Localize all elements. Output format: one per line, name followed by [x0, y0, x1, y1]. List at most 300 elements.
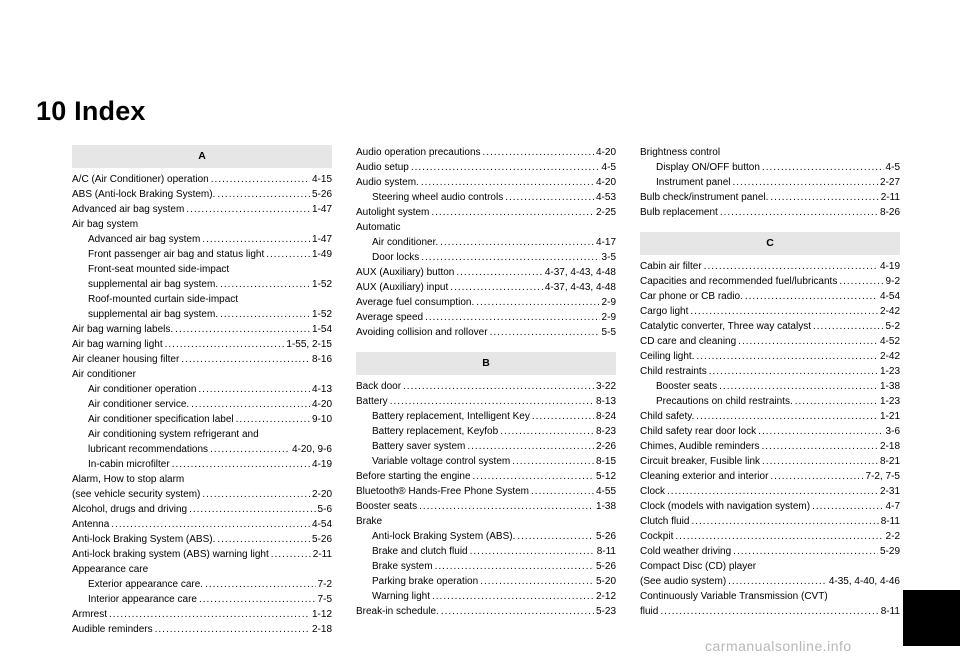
- dot-leader: [111, 517, 310, 532]
- index-entry-page: 2-12: [595, 591, 616, 602]
- dot-leader: [733, 175, 878, 190]
- index-entry-page: 8-21: [879, 456, 900, 467]
- index-heading: Continuously Variable Transmission (CVT): [640, 591, 828, 602]
- dot-leader: [217, 532, 310, 547]
- dot-leader: [175, 322, 310, 337]
- dot-leader: [441, 604, 594, 619]
- index-entry-page: 4-19: [311, 459, 332, 470]
- dot-leader: [512, 454, 594, 469]
- index-entry: [356, 529, 616, 544]
- index-entry: [72, 382, 332, 397]
- dot-leader: [435, 559, 594, 574]
- index-entry: [640, 205, 900, 220]
- index-entry: [640, 499, 900, 514]
- dot-leader: [483, 145, 594, 160]
- index-entry: [356, 544, 616, 559]
- index-entry: [356, 604, 616, 619]
- index-entry: [356, 190, 616, 205]
- index-entry-term: lubricant recommendations: [88, 444, 209, 455]
- index-entry-page: 8-11: [880, 606, 900, 617]
- index-entry: [356, 145, 616, 160]
- index-heading: Alarm, How to stop alarm: [72, 474, 185, 485]
- dot-leader: [762, 454, 878, 469]
- index-entry-page: 2-18: [311, 624, 332, 635]
- letter-heading: B: [356, 352, 616, 375]
- index-entry: [640, 349, 900, 364]
- index-entry-page: 1-47: [311, 234, 332, 245]
- index-entry-page: 5-29: [879, 546, 900, 557]
- dot-leader: [189, 502, 315, 517]
- index-entry: [640, 454, 900, 469]
- index-entry-page: 5-26: [595, 531, 616, 542]
- index-entry: [72, 547, 332, 562]
- index-entry: [72, 517, 332, 532]
- index-entry-page: 2-42: [879, 351, 900, 362]
- dot-leader: [839, 274, 883, 289]
- dot-leader: [220, 307, 310, 322]
- index-column-2: [356, 145, 616, 619]
- dot-leader: [733, 544, 878, 559]
- index-entry-page: 1-52: [311, 309, 332, 320]
- index-entry: [640, 514, 900, 529]
- dot-leader: [431, 205, 594, 220]
- dot-leader: [762, 439, 878, 454]
- dot-leader: [271, 547, 311, 562]
- dot-leader: [500, 424, 594, 439]
- index-entry: [72, 322, 332, 337]
- page-title: 10 Index: [36, 96, 146, 126]
- index-entry: [72, 607, 332, 622]
- dot-leader: [236, 412, 310, 427]
- index-entry: [356, 310, 616, 325]
- index-heading: Appearance care: [72, 564, 149, 575]
- index-entry: [72, 232, 332, 247]
- dot-leader: [411, 160, 600, 175]
- index-entry-page: 1-23: [879, 396, 900, 407]
- index-heading: Air bag system: [72, 219, 139, 230]
- index-entry-term: Cockpit: [640, 531, 674, 542]
- dot-leader: [473, 469, 594, 484]
- dot-leader: [202, 232, 310, 247]
- dot-leader: [165, 337, 285, 352]
- index-entry-page: 3-6: [885, 426, 900, 437]
- index-entry: [72, 172, 332, 187]
- index-entry-term: Armrest: [72, 609, 107, 620]
- dot-leader: [467, 439, 594, 454]
- index-entry: [356, 175, 616, 190]
- dot-leader: [425, 310, 599, 325]
- index-entry-term: Door locks: [372, 252, 420, 263]
- index-entry: [640, 379, 900, 394]
- index-entry: [72, 412, 332, 427]
- index-entry: [640, 529, 900, 544]
- index-entry: [356, 559, 616, 574]
- index-entry-term: Advanced air bag system: [88, 234, 201, 245]
- index-entry-term: Audio system.: [356, 177, 419, 188]
- dot-leader: [690, 304, 878, 319]
- dot-leader: [812, 499, 883, 514]
- index-entry: [72, 397, 332, 412]
- index-entry-page: 5-20: [595, 576, 616, 587]
- index-entry: [72, 307, 332, 322]
- index-heading: Compact Disc (CD) player: [640, 561, 757, 572]
- dot-leader: [532, 409, 594, 424]
- index-entry-term: Clutch fluid: [640, 516, 690, 527]
- index-entry: [640, 274, 900, 289]
- index-entry-term: Brake and clutch fluid: [372, 546, 468, 557]
- index-entry-page: 8-13: [595, 396, 616, 407]
- index-entry-term: fluid: [640, 606, 659, 617]
- dot-leader: [770, 469, 863, 484]
- letter-heading: A: [72, 145, 332, 168]
- index-column-3: [640, 145, 900, 619]
- index-entry: [356, 250, 616, 265]
- dot-leader: [505, 190, 594, 205]
- dot-leader: [738, 334, 878, 349]
- dot-leader: [191, 397, 310, 412]
- index-entry: [72, 457, 332, 472]
- index-entry: [72, 202, 332, 217]
- index-entry: [72, 247, 332, 262]
- dot-leader: [476, 295, 599, 310]
- index-entry-page: 3-5: [601, 252, 616, 263]
- index-entry-term: Precautions on child restraints.: [656, 396, 793, 407]
- dot-leader: [403, 379, 594, 394]
- index-entry-term: Variable voltage control system: [372, 456, 511, 467]
- index-entry-page: 4-54: [879, 291, 900, 302]
- index-entry: [356, 439, 616, 454]
- index-entry-term: Avoiding collision and rollover: [356, 327, 488, 338]
- index-entry-page: 4-5: [885, 162, 900, 173]
- dot-leader: [728, 574, 827, 589]
- index-entry-term: Autolight system: [356, 207, 430, 218]
- index-entry-term: Back door: [356, 381, 402, 392]
- index-entry: [356, 484, 616, 499]
- index-entry: [640, 394, 900, 409]
- dot-leader: [155, 622, 310, 637]
- index-entry-page: 1-38: [595, 501, 616, 512]
- dot-leader: [419, 499, 594, 514]
- dot-leader: [202, 487, 310, 502]
- index-entry: [72, 592, 332, 607]
- dot-leader: [205, 577, 315, 592]
- index-entry-page: 2-2: [885, 531, 900, 542]
- dot-leader: [266, 247, 310, 262]
- dot-leader: [421, 175, 594, 190]
- index-entry-term: Average fuel consumption.: [356, 297, 475, 308]
- index-entry-page: 3-22: [595, 381, 616, 392]
- index-entry: [640, 319, 900, 334]
- index-entry-page: 9-2: [885, 276, 900, 287]
- index-entry-term: Antenna: [72, 519, 110, 530]
- index-entry: [640, 574, 900, 589]
- index-entry-page: 8-16: [311, 354, 332, 365]
- index-entry-page: 8-24: [595, 411, 616, 422]
- index-entry-term: Display ON/OFF button: [656, 162, 760, 173]
- index-entry-term: Booster seats: [356, 501, 418, 512]
- index-entry: [640, 289, 900, 304]
- index-entry: [640, 604, 900, 619]
- dot-leader: [720, 205, 878, 220]
- index-entry-term: Cargo light: [640, 306, 689, 317]
- index-heading: Brake: [356, 516, 383, 527]
- index-entry: [72, 187, 332, 202]
- index-entry-term: (See audio system): [640, 576, 727, 587]
- dot-leader: [704, 259, 878, 274]
- index-entry-page: 2-18: [879, 441, 900, 452]
- index-entry-page: 4-20: [595, 147, 616, 158]
- index-entry-page: 4-37, 4-43, 4-48: [544, 267, 616, 278]
- index-entry-page: 4-7: [885, 501, 900, 512]
- index-entry-term: Parking brake operation: [372, 576, 479, 587]
- index-entry-page: 4-17: [595, 237, 616, 248]
- index-entry-page: 2-20: [311, 489, 332, 500]
- index-entry: [640, 190, 900, 205]
- index-entry: [640, 409, 900, 424]
- index-entry-term: Average speed: [356, 312, 424, 323]
- index-heading: Front-seat mounted side-impact: [88, 264, 230, 275]
- index-entry: [356, 394, 616, 409]
- index-entry-term: Cold weather driving: [640, 546, 732, 557]
- index-entry-page: 5-23: [595, 606, 616, 617]
- index-entry-term: Car phone or CB radio.: [640, 291, 743, 302]
- dot-leader: [390, 394, 594, 409]
- index-entry-page: 4-20: [595, 177, 616, 188]
- index-entry-term: Air bag warning labels.: [72, 324, 174, 335]
- dot-leader: [456, 265, 542, 280]
- index-entry-term: Air bag warning light: [72, 339, 163, 350]
- index-entry-page: 4-35, 4-40, 4-46: [828, 576, 900, 587]
- dot-leader: [210, 442, 290, 457]
- index-entry-page: 4-5: [601, 162, 616, 173]
- dot-leader: [667, 484, 878, 499]
- index-entry: [72, 532, 332, 547]
- dot-leader: [758, 424, 883, 439]
- index-entry-page: 1-23: [879, 366, 900, 377]
- dot-leader: [186, 202, 310, 217]
- index-entry-page: 2-42: [879, 306, 900, 317]
- index-entry: [72, 487, 332, 502]
- index-entry-term: Cleaning exterior and interior: [640, 471, 769, 482]
- index-entry-term: AUX (Auxiliary) button: [356, 267, 455, 278]
- index-entry-term: Cabin air filter: [640, 261, 702, 272]
- index-entry-page: 1-12: [311, 609, 332, 620]
- index-entry-term: (see vehicle security system): [72, 489, 201, 500]
- index-entry-term: Catalytic converter, Three way catalyst: [640, 321, 811, 332]
- index-entry-term: Bluetooth® Hands-Free Phone System: [356, 486, 530, 497]
- index-heading: Air conditioner: [72, 369, 136, 380]
- index-entry-page: 5-26: [311, 189, 332, 200]
- index-entry-page: 2-27: [879, 177, 900, 188]
- index-entry-page: 5-12: [595, 471, 616, 482]
- dot-leader: [199, 592, 316, 607]
- index-entry: [356, 379, 616, 394]
- index-entry: [640, 439, 900, 454]
- index-entry: [356, 589, 616, 604]
- index-entry-term: Battery: [356, 396, 388, 407]
- index-entry-term: Child safety.: [640, 411, 695, 422]
- index-entry: [356, 424, 616, 439]
- index-entry-page: 4-15: [311, 174, 332, 185]
- index-entry-page: 2-11: [880, 192, 900, 203]
- index-entry-page: 4-20, 9-6: [291, 444, 332, 455]
- index-entry-term: Clock (models with navigation system): [640, 501, 811, 512]
- index-entry-page: 4-13: [311, 384, 332, 395]
- dot-leader: [770, 190, 878, 205]
- index-entry-page: 8-26: [879, 207, 900, 218]
- index-entry: [72, 352, 332, 367]
- dot-leader: [719, 379, 878, 394]
- index-entry-page: 7-2, 7-5: [865, 471, 900, 482]
- index-entry-term: Ceiling light.: [640, 351, 695, 362]
- index-column-1: [72, 145, 332, 637]
- dot-leader: [432, 589, 594, 604]
- dot-leader: [220, 277, 310, 292]
- dot-leader: [421, 250, 599, 265]
- index-entry-page: 5-26: [311, 534, 332, 545]
- index-entry: [640, 544, 900, 559]
- index-entry-term: AUX (Auxiliary) input: [356, 282, 449, 293]
- index-entry-page: 8-11: [596, 546, 616, 557]
- dot-leader: [480, 574, 594, 589]
- index-entry: [640, 364, 900, 379]
- dot-leader: [696, 409, 878, 424]
- dot-leader: [675, 529, 883, 544]
- index-entry-page: 5-2: [885, 321, 900, 332]
- index-entry-page: 4-37, 4-43, 4-48: [544, 282, 616, 293]
- index-entry: [640, 175, 900, 190]
- index-entry-page: 8-11: [880, 516, 900, 527]
- index-entry: [356, 295, 616, 310]
- index-entry-page: 1-52: [311, 279, 332, 290]
- dot-leader: [696, 349, 878, 364]
- index-entry-term: Before starting the engine: [356, 471, 471, 482]
- index-entry: [356, 280, 616, 295]
- index-entry-page: 2-11: [312, 549, 332, 560]
- index-entry-term: In-cabin microfilter: [88, 459, 170, 470]
- index-entry-term: Circuit breaker, Fusible link: [640, 456, 761, 467]
- dot-leader: [181, 352, 310, 367]
- dot-leader: [172, 457, 310, 472]
- index-entry-term: Alcohol, drugs and driving: [72, 504, 188, 515]
- index-entry-page: 1-54: [311, 324, 332, 335]
- dot-leader: [470, 544, 595, 559]
- index-entry-term: Clock: [640, 486, 666, 497]
- index-entry-term: A/C (Air Conditioner) operation: [72, 174, 209, 185]
- index-heading: Automatic: [356, 222, 401, 233]
- index-entry: [356, 409, 616, 424]
- index-entry-term: Battery replacement, Intelligent Key: [372, 411, 530, 422]
- letter-heading: C: [640, 232, 900, 255]
- index-entry: [356, 454, 616, 469]
- index-entry-term: Audio setup: [356, 162, 409, 173]
- dot-leader: [211, 172, 310, 187]
- index-entry-page: 1-38: [879, 381, 900, 392]
- index-entry-term: Air conditioner.: [372, 237, 439, 248]
- index-entry-page: 5-6: [317, 504, 332, 515]
- index-entry-page: 7-5: [317, 594, 332, 605]
- index-entry-page: 1-47: [311, 204, 332, 215]
- index-entry-term: Audio operation precautions: [356, 147, 481, 158]
- dot-leader: [762, 160, 884, 175]
- index-entry-term: Instrument panel: [656, 177, 731, 188]
- index-entry: [640, 304, 900, 319]
- dot-leader: [198, 382, 310, 397]
- index-entry-page: 2-9: [601, 297, 616, 308]
- dot-leader: [813, 319, 884, 334]
- index-entry-term: Air conditioner service.: [88, 399, 190, 410]
- index-entry: [72, 277, 332, 292]
- index-entry-term: Battery saver system: [372, 441, 466, 452]
- index-entry: [72, 442, 332, 457]
- dot-leader: [691, 514, 878, 529]
- index-entry-term: Exterior appearance care.: [88, 579, 204, 590]
- index-entry: [356, 205, 616, 220]
- index-entry-page: 4-54: [311, 519, 332, 530]
- index-entry-term: CD care and cleaning: [640, 336, 737, 347]
- index-entry-page: 8-15: [595, 456, 616, 467]
- index-entry: [356, 160, 616, 175]
- index-entry: [640, 469, 900, 484]
- index-entry: [356, 235, 616, 250]
- index-entry-term: supplemental air bag system.: [88, 309, 219, 320]
- index-entry: [640, 484, 900, 499]
- index-entry-term: Capacities and recommended fuel/lubricants: [640, 276, 838, 287]
- index-entry-page: 2-26: [595, 441, 616, 452]
- index-entry-term: Bulb check/instrument panel.: [640, 192, 769, 203]
- dot-leader: [440, 235, 594, 250]
- index-entry-term: Anti-lock Braking System (ABS).: [372, 531, 516, 542]
- index-entry-page: 4-20: [311, 399, 332, 410]
- index-entry-page: 4-19: [879, 261, 900, 272]
- dot-leader: [450, 280, 543, 295]
- index-entry-term: Advanced air bag system: [72, 204, 185, 215]
- index-entry: [640, 424, 900, 439]
- dot-leader: [109, 607, 310, 622]
- index-entry-page: 2-9: [601, 312, 616, 323]
- index-entry-page: 8-23: [595, 426, 616, 437]
- index-entry-term: Audible reminders: [72, 624, 153, 635]
- dot-leader: [531, 484, 594, 499]
- index-entry-page: 7-2: [317, 579, 332, 590]
- index-entry-page: 1-21: [879, 411, 900, 422]
- index-heading: Air conditioning system refrigerant and: [88, 429, 259, 440]
- index-entry-term: Interior appearance care: [88, 594, 197, 605]
- index-entry-term: Air conditioner specification label: [88, 414, 234, 425]
- index-entry: [72, 337, 332, 352]
- index-entry-term: Air cleaner housing filter: [72, 354, 180, 365]
- index-entry-page: 5-26: [595, 561, 616, 572]
- index-entry-term: Steering wheel audio controls: [372, 192, 504, 203]
- dot-leader: [660, 604, 878, 619]
- index-entry-term: Break-in schedule.: [356, 606, 439, 617]
- index-entry-term: Bulb replacement: [640, 207, 718, 218]
- dot-leader: [490, 325, 600, 340]
- index-entry: [72, 622, 332, 637]
- dot-leader: [745, 289, 878, 304]
- index-entry-page: 5-5: [601, 327, 616, 338]
- dot-leader: [795, 394, 878, 409]
- index-entry: [356, 325, 616, 340]
- index-entry-page: 4-53: [595, 192, 616, 203]
- index-entry-term: Anti-lock braking system (ABS) warning light: [72, 549, 269, 560]
- section-tab-marker: [903, 590, 960, 646]
- index-entry-term: Brake system: [372, 561, 433, 572]
- index-entry: [356, 265, 616, 280]
- index-entry-term: Battery replacement, Keyfob: [372, 426, 499, 437]
- index-entry-page: 1-55, 2-15: [286, 339, 332, 350]
- watermark: carmanualsonline.info: [705, 638, 852, 654]
